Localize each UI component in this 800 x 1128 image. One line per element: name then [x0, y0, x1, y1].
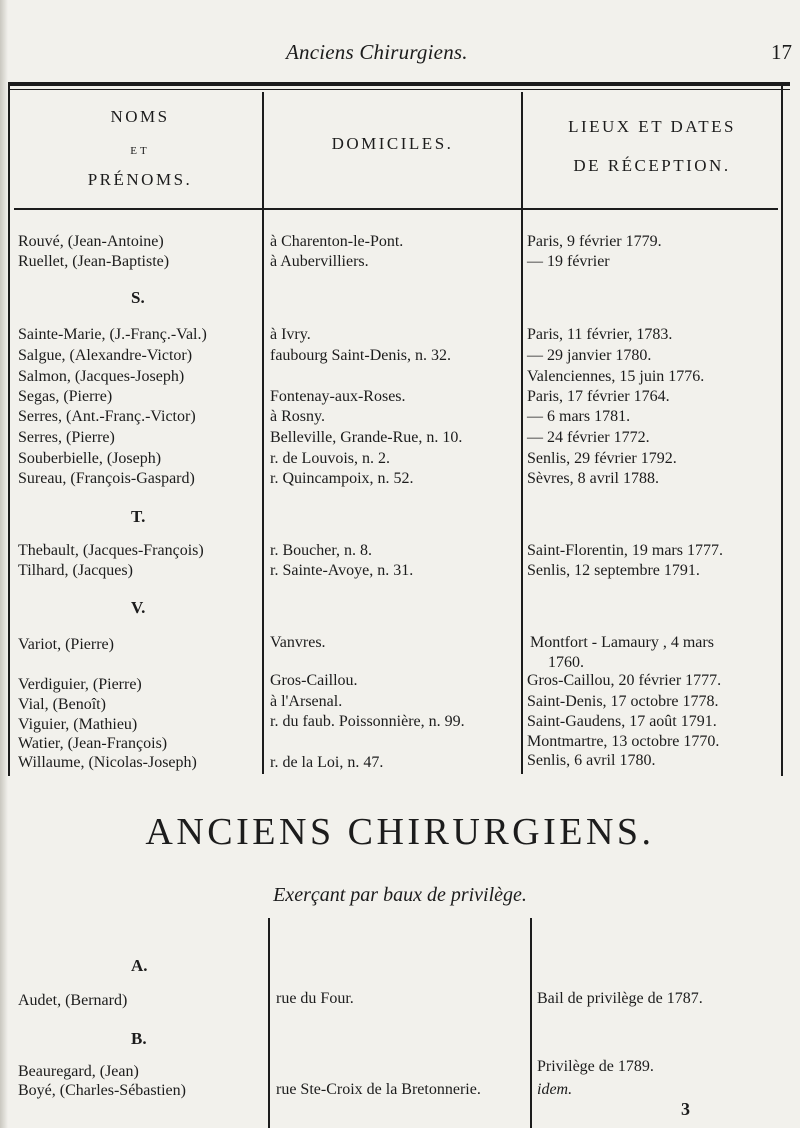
name-cell: Sureau, (François-Gaspard) [18, 470, 195, 487]
domicile-cell: à Charenton-le-Pont. [270, 233, 404, 250]
column-rule-2 [521, 92, 523, 774]
name-cell: Souberbielle, (Joseph) [18, 450, 162, 467]
column-rule-1 [262, 92, 264, 774]
reception-cell: Montfort - Lamaury , 4 mars [530, 634, 714, 651]
header-names-line3: PRÉNOMS. [87, 170, 193, 189]
reception-cell: Paris, 17 février 1764. [527, 388, 670, 405]
domicile-cell: r. de Louvois, n. 2. [270, 450, 390, 467]
reception-cell-continued: 1760. [548, 654, 584, 671]
name-cell: Tilhard, (Jacques) [18, 562, 133, 579]
domicile-cell: rue Ste-Croix de la Bretonnerie. [276, 1081, 481, 1098]
domicile-cell: faubourg Saint-Denis, n. 32. [270, 347, 452, 364]
reception-cell: Gros-Caillou, 20 février 1777. [527, 672, 722, 689]
section-subtitle: Exerçant par baux de privilège. [273, 884, 527, 906]
reception-cell: Privilège de 1789. [537, 1058, 654, 1075]
top-rule-thin [8, 89, 790, 90]
name-cell: Ruellet, (Jean-Baptiste) [18, 253, 170, 270]
domicile-cell: Gros-Caillou. [270, 672, 358, 689]
header-reception-line1: LIEUX ET DATES [568, 117, 736, 136]
reception-cell: Paris, 11 février, 1783. [527, 326, 673, 343]
reception-cell: Bail de privilège de 1787. [537, 990, 703, 1007]
reception-cell: Saint-Florentin, 19 mars 1777. [527, 542, 723, 559]
table-left-border [8, 86, 10, 776]
domicile-cell: Fontenay-aux-Roses. [270, 388, 406, 405]
running-head: Anciens Chirurgiens. [286, 40, 468, 64]
signature-mark: 3 [681, 1099, 690, 1119]
header-names-line1: NOMS [110, 107, 170, 126]
reception-cell: Senlis, 6 avril 1780. [527, 752, 656, 769]
reception-cell: Valenciennes, 15 juin 1776. [527, 368, 705, 385]
domicile-cell: r. Quincampoix, n. 52. [270, 470, 414, 487]
reception-cell: Montmartre, 13 octobre 1770. [527, 733, 720, 750]
name-cell: Boyé, (Charles-Sébastien) [18, 1082, 186, 1099]
letter-heading-b: B. [131, 1029, 147, 1048]
name-cell: Verdiguier, (Pierre) [18, 676, 142, 693]
page-edge-shadow [0, 0, 8, 1128]
domicile-cell: Belleville, Grande-Rue, n. 10. [270, 429, 463, 446]
header-domiciles: DOMICILES. [331, 134, 454, 153]
header-names-line2: ET [130, 145, 150, 157]
page-number: 17 [771, 40, 792, 64]
lower-column-rule-1 [268, 918, 270, 1128]
domicile-cell: Vanvres. [270, 634, 326, 651]
domicile-cell: à Rosny. [270, 408, 325, 425]
domicile-cell: r. Sainte-Avoye, n. 31. [270, 562, 414, 579]
name-cell: Vial, (Benoît) [18, 696, 106, 713]
reception-cell: Saint-Denis, 17 octobre 1778. [527, 693, 719, 710]
header-reception-line2: DE RÉCEPTION. [573, 156, 731, 175]
lower-column-rule-2 [530, 918, 532, 1128]
name-cell: Sainte-Marie, (J.-Franç.-Val.) [18, 326, 207, 343]
name-cell: Willaume, (Nicolas-Joseph) [18, 754, 197, 771]
letter-heading-a: A. [131, 956, 148, 975]
domicile-cell: à l'Arsenal. [270, 693, 343, 710]
domicile-cell: à Ivry. [270, 326, 311, 343]
name-cell: Segas, (Pierre) [18, 388, 113, 405]
reception-cell: Senlis, 29 février 1792. [527, 450, 677, 467]
reception-cell: Paris, 9 février 1779. [527, 233, 662, 250]
reception-cell: Senlis, 12 septembre 1791. [527, 562, 700, 579]
name-cell: Thebault, (Jacques-François) [18, 542, 204, 559]
name-cell: Salgue, (Alexandre-Victor) [18, 347, 193, 364]
letter-heading-t: T. [131, 507, 146, 526]
reception-cell: — 19 février [527, 253, 610, 270]
name-cell: Serres, (Ant.-Franç.-Victor) [18, 408, 196, 425]
name-cell: Salmon, (Jacques-Joseph) [18, 368, 185, 385]
reception-cell: — 24 février 1772. [527, 429, 650, 446]
section-title: ANCIENS CHIRURGIENS. [145, 811, 655, 853]
reception-cell: Sèvres, 8 avril 1788. [527, 470, 659, 487]
domicile-cell: r. de la Loi, n. 47. [270, 754, 384, 771]
domicile-cell: à Aubervilliers. [270, 253, 369, 270]
name-cell: Serres, (Pierre) [18, 429, 115, 446]
name-cell: Rouvé, (Jean-Antoine) [18, 233, 164, 250]
name-cell: Viguier, (Mathieu) [18, 716, 138, 733]
name-cell: Variot, (Pierre) [18, 636, 114, 653]
domicile-cell: rue du Four. [276, 990, 354, 1007]
top-rule [8, 82, 790, 86]
letter-heading-s: S. [131, 288, 145, 307]
reception-cell: idem. [537, 1081, 573, 1098]
reception-cell: — 29 janvier 1780. [527, 347, 652, 364]
reception-cell: Saint-Gaudens, 17 août 1791. [527, 713, 717, 730]
domicile-cell: r. Boucher, n. 8. [270, 542, 373, 559]
name-cell: Watier, (Jean-François) [18, 735, 168, 752]
table-right-border [781, 86, 783, 776]
name-cell: Audet, (Bernard) [18, 992, 128, 1009]
domicile-cell: r. du faub. Poissonnière, n. 99. [270, 713, 465, 730]
letter-heading-v: V. [131, 598, 146, 617]
name-cell: Beauregard, (Jean) [18, 1063, 139, 1080]
reception-cell: — 6 mars 1781. [527, 408, 631, 425]
header-rule [14, 208, 778, 210]
